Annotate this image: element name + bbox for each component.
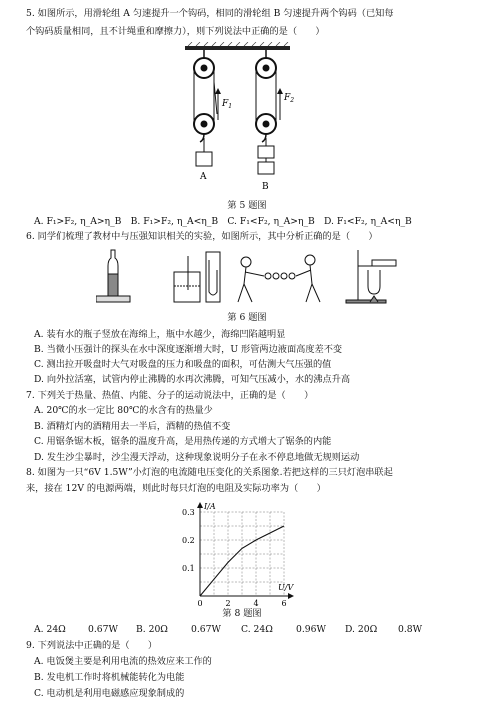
q5-caption: 第 5 题图 (227, 200, 267, 211)
q9-option-a: A. 电饭煲主要是利用电流的热效应来工作的 (34, 656, 212, 667)
q5-pulley-figure (180, 42, 300, 192)
q9-option-b: B. 发电机工作时将机械能转化为电能 (34, 672, 185, 683)
y-axis-label: I/A (204, 502, 216, 511)
q8-option-b-r: B. 20Ω (136, 624, 168, 635)
y-tick-label: 0.3 (182, 508, 195, 517)
label-b: B (262, 182, 269, 192)
q6-caption: 第 6 题图 (227, 312, 267, 323)
chart-grid (200, 512, 284, 596)
y-tick-label: 0.1 (182, 564, 195, 573)
suction-cup-tug (238, 255, 320, 302)
q8-option-c-r: C. 24Ω (241, 624, 273, 635)
q8-stem-line2: 来，接在 12V 的电源两端，则此时每只灯泡的电阻及实际功率为（ ） (26, 483, 326, 494)
q8-stem-line1: 8. 如图为一只“6V 1.5W”小灯泡的电流随电压变化的关系图象.若把这样的三只灯泡串联起 (26, 467, 393, 478)
x-tick-label: 6 (281, 599, 287, 608)
label-a: A (200, 172, 207, 182)
label-f2: $F_2$ (284, 93, 295, 104)
q8-option-d-r: D. 20Ω (345, 624, 378, 635)
q8-caption: 第 8 题图 (222, 608, 262, 619)
x-axis-label: U/V (278, 583, 294, 592)
boiling-flask (346, 250, 396, 303)
bottle-on-sponge (96, 250, 130, 302)
q8-option-c-p: 0.96W (296, 624, 326, 635)
y-tick-label: 0.2 (182, 536, 195, 545)
ceiling-bar (185, 46, 290, 50)
q7-option-a: A. 20℃的水一定比 80℃的水含有的热量少 (34, 405, 213, 416)
q8-option-a-p: 0.67W (88, 624, 118, 635)
pressure-gauge (174, 252, 220, 302)
q6-option-d: D. 向外拉活塞，试管内停止沸腾的水再次沸腾，可知气压减小，水的沸点升高 (34, 374, 351, 385)
q7-option-b: B. 酒精灯内的酒精用去一半后，酒精的热值不变 (34, 421, 231, 432)
q5-options: A. F₁>F₂, η_A>η_B B. F₁>F₂, η_A<η_B C. F₁<F₂, η_A>η_B D. F₁<F₂, η_A<η_B (34, 216, 412, 227)
q7-option-c: C. 用锯条锯木板，锯条的温度升高，是用热传递的方式增大了锯条的内能 (34, 436, 332, 447)
q8-option-d-p: 0.8W (398, 624, 423, 635)
q7-option-d: D. 发生沙尘暴时，沙尘漫天浮动，这种现象说明分子在永不停息地做无规则运动 (34, 452, 360, 463)
q6-experiments-figure (96, 246, 436, 306)
q8-iu-chart (178, 498, 298, 608)
q8-option-b-p: 0.67W (191, 624, 221, 635)
q6-stem: 6. 同学们梳理了教材中与压强知识相关的实验，如图所示，其中分析正确的是（ ） (26, 231, 378, 242)
label-f1: $F_1$ (222, 99, 233, 110)
q7-stem: 7. 下列关于热量、热值、内能、分子的运动说法中，正确的是（ ） (26, 390, 314, 401)
q9-option-c: C. 电动机是利用电磁感应现象制成的 (34, 688, 185, 699)
x-tick-label: 4 (253, 599, 259, 608)
q6-option-b: B. 当微小压强计的探头在水中深度逐渐增大时，U 形管两边液面高度差不变 (34, 344, 343, 355)
q5-stem-line2: 个钩码质量相同，且不计绳重和摩擦力），则下列说法中正确的是（ ） (26, 26, 325, 37)
pulley-system-a (194, 50, 217, 166)
pulley-system-b (256, 50, 276, 174)
q6-option-a: A. 装有水的瓶子竖放在海绵上，瓶中水越少，海绵凹陷越明显 (34, 329, 286, 340)
q8-option-a-r: A. 24Ω (34, 624, 66, 635)
x-tick-label: 0 (197, 599, 203, 608)
x-tick-label: 2 (225, 599, 231, 608)
q6-option-c: C. 测出拉开吸盘时大气对吸盘的压力和吸盘的面积，可估测大气压强的值 (34, 359, 332, 370)
q5-stem-line1: 5. 如图所示，用滑轮组 A 匀速提升一个钩码，相同的滑轮组 B 匀速提升两个钩码（已知每 (26, 8, 394, 19)
q9-stem: 9. 下列说法中正确的是（ ） (26, 640, 158, 651)
